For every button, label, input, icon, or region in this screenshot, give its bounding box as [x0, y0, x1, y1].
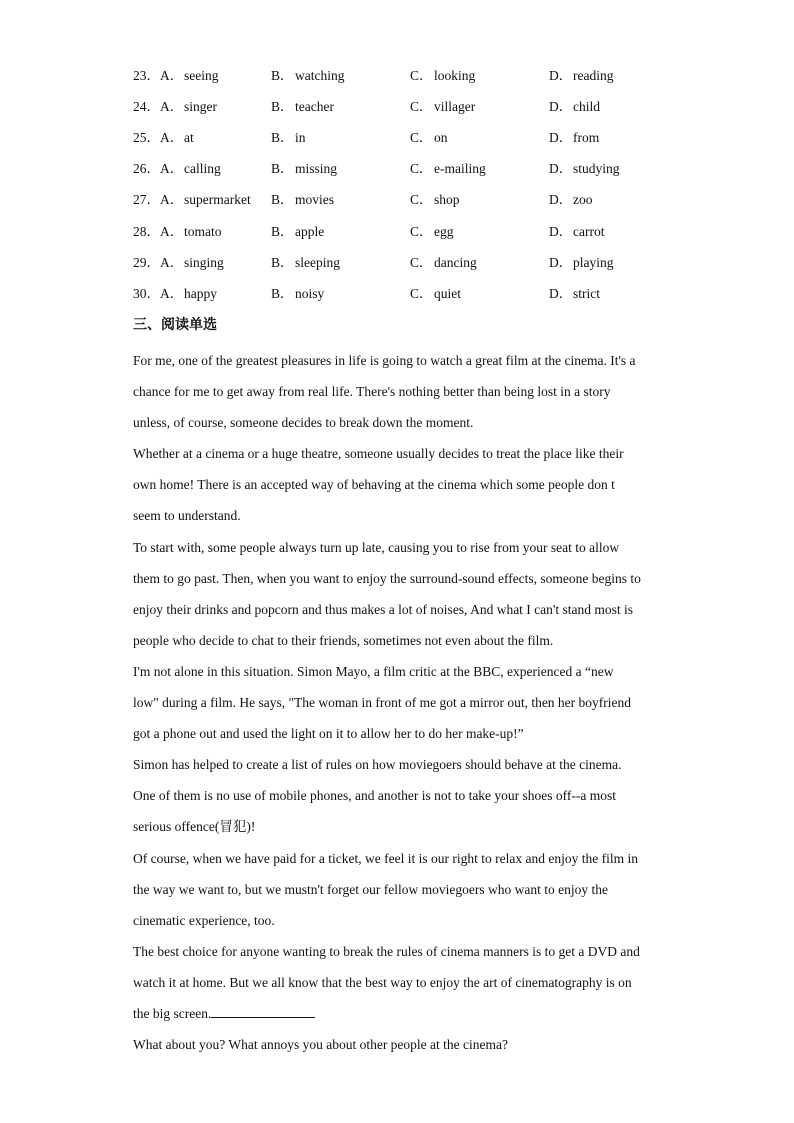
- passage-line: low" during a film. He says, "The woman in front of me got a mirror out, then her boyfriend: [133, 695, 632, 711]
- passage-line: Of course, when we have paid for a ticket, we feel it is our right to relax and enjoy the film in: [133, 850, 638, 866]
- passage-line: What about you? What annoys you about other people at the cinema?: [133, 1037, 509, 1053]
- option-d: D．zoo: [549, 192, 593, 207]
- option-b: B．watching: [271, 68, 345, 83]
- option-a: A．supermarket: [160, 192, 251, 207]
- option-d: D．carrot: [549, 224, 605, 239]
- passage-line: own home! There is an accepted way of behaving at the cinema which some people don t: [133, 477, 615, 493]
- passage-line: the way we want to, but we mustn't forget our fellow moviegoers who want to enjoy the: [133, 881, 608, 897]
- option-b: B．teacher: [271, 99, 334, 114]
- option-c: C．looking: [410, 68, 476, 83]
- passage-line: serious offence(冒犯)!: [133, 819, 256, 835]
- passage-line: Whether at a cinema or a huge theatre, someone usually decides to treat the place like their: [133, 446, 624, 462]
- option-c: C．e-mailing: [410, 161, 486, 176]
- reading-passage: [133, 345, 663, 1060]
- passage-line: I'm not alone in this situation. Simon Mayo, a film critic at the BBC, experienced a “new: [133, 663, 614, 679]
- passage-line: To start with, some people always turn up late, causing you to rise from your seat to allow: [133, 539, 620, 555]
- section-title: 三、阅读单选: [133, 317, 217, 333]
- question-row-25: [0, 128, 794, 148]
- passage-line: people who decide to chat to their friends, sometimes not even about the film.: [133, 632, 554, 648]
- option-c: C．villager: [410, 99, 476, 114]
- passage-line: watch it at home. But we all know that the best way to enjoy the art of cinematography is on: [133, 974, 632, 990]
- option-d: D．playing: [549, 255, 614, 270]
- option-c: C．quiet: [410, 286, 461, 301]
- option-b: B．apple: [271, 224, 325, 239]
- option-d: D．studying: [549, 161, 620, 176]
- question-row-28: [0, 222, 794, 242]
- option-a: A．tomato: [160, 224, 222, 239]
- option-b: B．sleeping: [271, 255, 340, 270]
- passage-line: For me, one of the greatest pleasures in life is going to watch a great film at the cinema. It's a: [133, 353, 636, 368]
- question-row-23: [0, 66, 794, 86]
- question-row-24: [0, 97, 794, 117]
- answer-blank[interactable]: [211, 1003, 315, 1018]
- question-number: 25．: [133, 130, 160, 145]
- option-b: B．missing: [271, 161, 338, 176]
- option-a: A．calling: [160, 161, 221, 176]
- option-b: B．noisy: [271, 286, 325, 301]
- question-row-29: [0, 253, 794, 273]
- question-number: 28．: [133, 224, 160, 239]
- question-number: 27．: [133, 192, 160, 207]
- passage-line: One of them is no use of mobile phones, and another is not to take your shoes off--a most: [133, 788, 617, 804]
- passage-line: The best choice for anyone wanting to break the rules of cinema manners is to get a DVD and: [133, 943, 640, 959]
- question-number: 29．: [133, 255, 160, 270]
- question-number: 30．: [133, 286, 160, 301]
- passage-line-with-blank: [133, 998, 663, 1029]
- option-d: D．from: [549, 130, 600, 145]
- passage-line: got a phone out and used the light on it to allow her to do her make-up!”: [133, 726, 524, 742]
- passage-line: seem to understand.: [133, 508, 241, 524]
- passage-line: unless, of course, someone decides to break down the moment.: [133, 415, 474, 431]
- question-row-26: [0, 159, 794, 179]
- option-a: A．singer: [160, 99, 217, 114]
- option-b: B．in: [271, 130, 306, 145]
- option-c: C．shop: [410, 192, 460, 207]
- passage-line: them to go past. Then, when you want to enjoy the surround-sound effects, someone begins to: [133, 570, 641, 586]
- option-c: C．egg: [410, 224, 454, 239]
- option-c: C．dancing: [410, 255, 477, 270]
- option-d: D．strict: [549, 286, 600, 301]
- option-a: A．happy: [160, 286, 217, 301]
- option-d: D．child: [549, 99, 600, 114]
- option-a: A．singing: [160, 255, 224, 270]
- option-d: D．reading: [549, 68, 614, 83]
- question-row-27: [0, 190, 794, 210]
- question-row-30: [0, 284, 794, 304]
- option-a: A．at: [160, 130, 194, 145]
- passage-line: cinematic experience, too.: [133, 912, 275, 928]
- question-number: 24．: [133, 99, 160, 114]
- passage-line: enjoy their drinks and popcorn and thus makes a lot of noises, And what I can't stand most is: [133, 601, 633, 617]
- question-number: 23．: [133, 68, 160, 83]
- option-b: B．movies: [271, 192, 334, 207]
- passage-line-text: the big screen.: [133, 1005, 212, 1021]
- option-a: A．seeing: [160, 68, 219, 83]
- passage-line: Simon has helped to create a list of rules on how moviegoers should behave at the cinema.: [133, 757, 622, 773]
- question-number: 26．: [133, 161, 160, 176]
- passage-line: chance for me to get away from real life. There's nothing better than being lost in a story: [133, 384, 611, 400]
- option-c: C．on: [410, 130, 448, 145]
